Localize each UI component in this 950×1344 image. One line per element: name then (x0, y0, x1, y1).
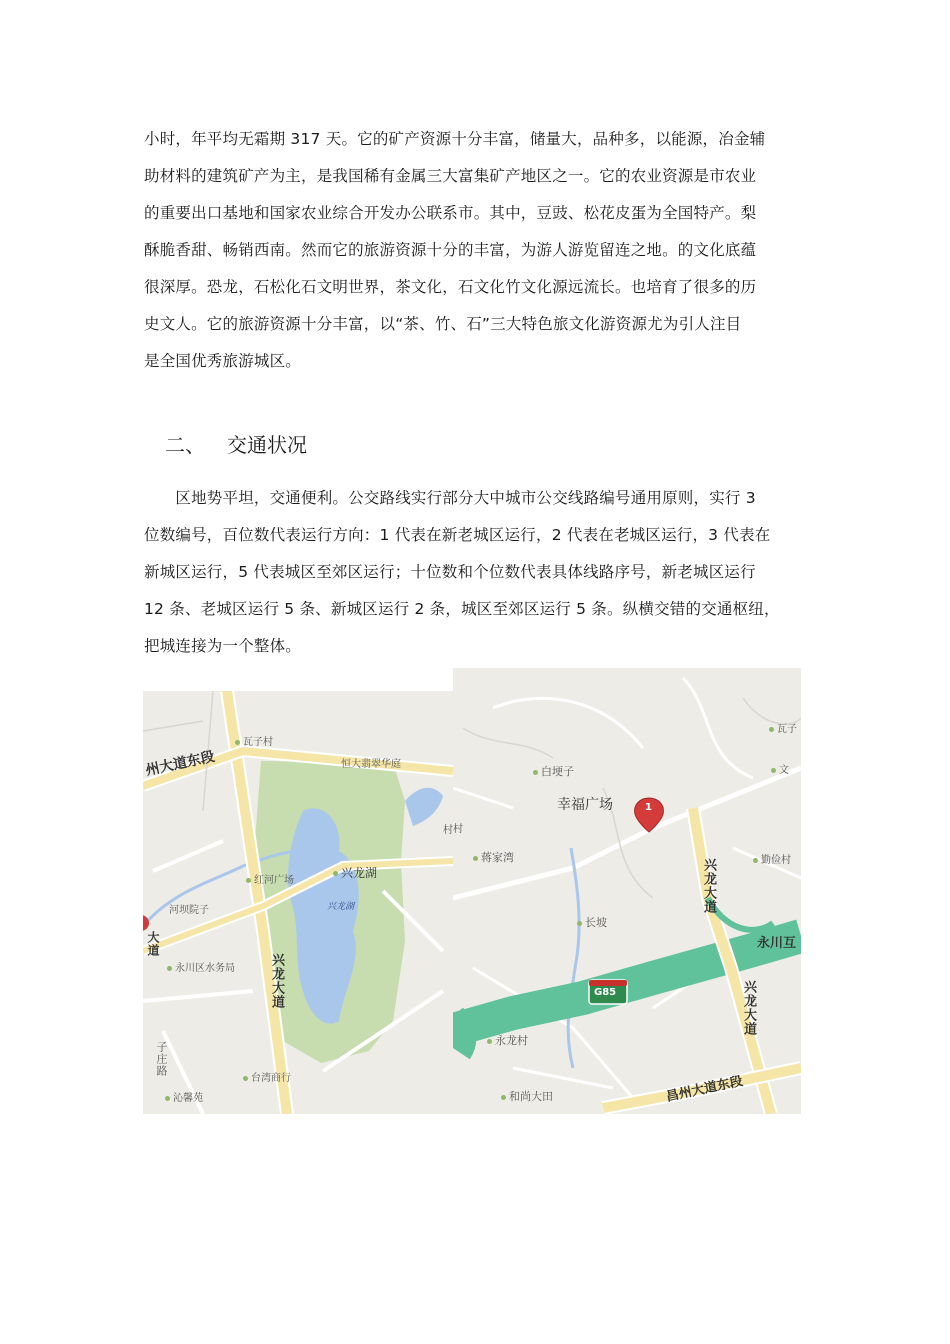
map-label: 蒋家湾 (473, 849, 514, 865)
map-image-left (143, 691, 453, 1114)
map-label: 兴龙湖 (327, 902, 355, 912)
map-label: 文 (771, 761, 789, 776)
map-label: 永川互 (757, 936, 797, 951)
map-label: 子庄路 (155, 1041, 168, 1077)
map-label: 恒大翡翠华庭 (341, 759, 401, 770)
intro-paragraph (144, 121, 814, 380)
text-line: 史文人。它的旅游资源十分丰富，以“茶、竹、石”三大特色旅文化游资源尤为引人注目 (144, 315, 742, 333)
map-label: 兴龙湖 (333, 864, 377, 881)
map-label: 沁馨苑 (165, 1089, 203, 1104)
map-label: 兴龙大道 (701, 858, 716, 914)
map-label: 河坝院子 (169, 905, 209, 916)
map-label: 昌州大道东段 (664, 1074, 745, 1105)
map-label: 州大道东段 (144, 748, 217, 780)
map-label: 永川区水务局 (167, 959, 235, 974)
map-label: 兴龙大道 (269, 953, 284, 1009)
text-line: 把城连接为一个整体。 (144, 637, 302, 655)
section-heading (165, 427, 307, 463)
map-image-right (453, 668, 801, 1114)
text-line: 位数编号，百位数代表运行方向：1 代表在新老城区运行，2 代表在老城区运行，3 代表在 (144, 526, 771, 544)
text-line: 是全国优秀旅游城区。 (144, 352, 302, 370)
map-label: 兴龙大道 (741, 980, 756, 1036)
text-line: 12 条、老城区运行 5 条、新城区运行 2 条，城区至郊区运行 5 条。纵横交错的交通枢纽， (144, 600, 780, 618)
map-label: 台湾商行 (243, 1069, 291, 1084)
section-title: 交通状况 (227, 433, 307, 457)
highway-shield: G85 (594, 987, 617, 998)
transport-paragraph (144, 480, 814, 665)
text-line: 小时，年平均无霜期 317 天。它的矿产资源十分丰富，储量大，品种多，以能源，冶金辅 (144, 130, 766, 148)
map-label: 红河广场 (246, 871, 294, 886)
text-line: 新城区运行，5 代表城区至郊区运行；十位数和个位数代表具体线路序号，新老城区运行 (144, 563, 756, 581)
map-label: 大道 (146, 931, 160, 957)
map-label: 幸福广场 (557, 797, 613, 813)
map-label: 村 (453, 824, 463, 835)
text-line: 酥脆香甜、畅销西南。然而它的旅游资源十分的丰富，为游人游览留连之地。的文化底蕴 (144, 241, 757, 259)
map-label: 瓦子 (769, 720, 797, 735)
map-label: 长坡 (577, 914, 607, 930)
map-label: 勤俭村 (753, 851, 791, 866)
map-label: 白埂子 (533, 763, 574, 779)
map-label: 瓦子村 (235, 733, 273, 748)
map-label: 永龙村 (487, 1032, 528, 1048)
section-number: 二、 (165, 433, 205, 457)
text-line: 的重要出口基地和国家农业综合开发办公联系市。其中，豆豉、松花皮蛋为全国特产。梨 (144, 204, 757, 222)
text-line: 很深厚。恐龙，石松化石文明世界，茶文化，石文化竹文化源远流长。也培育了很多的历 (144, 278, 757, 296)
map-label: 和尚大田 (501, 1088, 553, 1104)
map-label: 村 (443, 825, 453, 836)
text-line: 助材料的建筑矿产为主，是我国稀有金属三大富集矿产地区之一。它的农业资源是市农业 (144, 167, 757, 185)
map-marker-number: 1 (645, 802, 652, 813)
text-line: 区地势平坦，交通便利。公交路线实行部分大中城市公交线路编号通用原则，实行 3 (144, 489, 756, 507)
